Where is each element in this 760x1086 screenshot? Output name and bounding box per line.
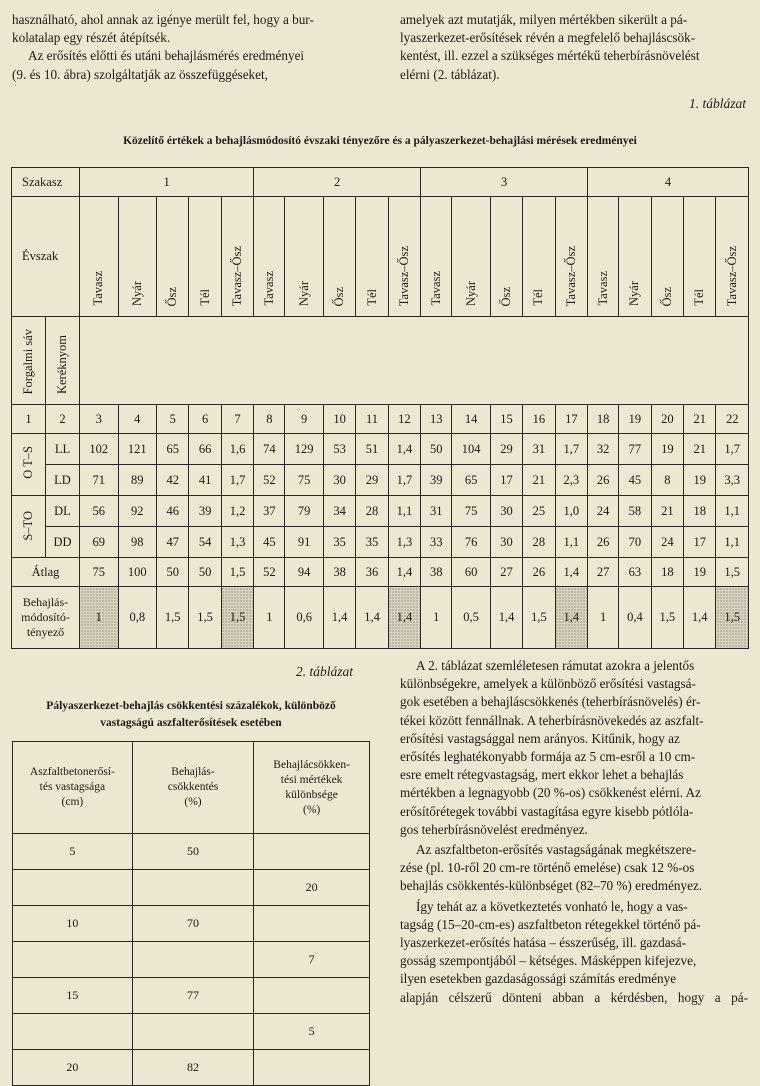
t1-season-label: Tél	[531, 289, 546, 306]
t1-cell: 1,4	[388, 434, 420, 465]
t1-season-header	[285, 197, 324, 317]
t1-cell: 30	[490, 527, 522, 558]
t1-column-number: 16	[523, 405, 555, 434]
t1-cell: 28	[356, 496, 388, 527]
t1-factor-label-line: módosító-	[21, 610, 70, 624]
t2-header-line: (%)	[303, 803, 321, 816]
t1-cell: 38	[421, 558, 452, 587]
t1-season-header	[490, 197, 522, 317]
text-line: Így tehát az a következtetés vonható le, hogy a vas-	[416, 898, 688, 914]
t1-cell: 39	[421, 465, 452, 496]
t1-cell: 77	[619, 434, 651, 465]
t1-cell: 2,3	[555, 465, 587, 496]
t1-factor-cell: 1	[80, 587, 119, 649]
t1-season-header	[588, 197, 619, 317]
t1-season-header	[157, 197, 189, 317]
t1-season-label: Nyár	[129, 281, 144, 306]
t1-cell: 30	[323, 465, 355, 496]
t1-cell: 75	[285, 465, 324, 496]
table1	[11, 167, 749, 649]
t1-column-number: 21	[684, 405, 716, 434]
t1-cell: 32	[588, 434, 619, 465]
t1-section-header: 2	[254, 168, 421, 197]
text-line: tagság (15–20-cm-es) aszfaltbeton rétegekkel történő pá-	[400, 916, 701, 932]
t1-cell: 35	[323, 527, 355, 558]
t1-factor-cell: 1,4	[684, 587, 716, 649]
t1-cell: 31	[523, 434, 555, 465]
text-line: alapján célszerű dönteni abban a kérdésben, hogy a pá-	[400, 989, 748, 1005]
t1-season-label: Nyár	[627, 281, 642, 306]
t1-cell: 1,7	[221, 465, 253, 496]
t1-cell: 37	[254, 496, 285, 527]
t1-blank-area	[80, 317, 749, 405]
t1-cell: 36	[356, 558, 388, 587]
t1-cell: 74	[254, 434, 285, 465]
t1-section-row	[12, 168, 749, 197]
t2-header-line: Behajlás-	[171, 766, 215, 778]
t1-forgalmi-sav-header	[12, 317, 46, 405]
t1-section-header: 4	[588, 168, 749, 197]
t2-header-cell	[254, 742, 370, 834]
t1-column-number: 13	[421, 405, 452, 434]
text-line: A 2. táblázat szemléletesen rámutat azokra a jelentős	[416, 658, 695, 673]
t1-cell: 45	[619, 465, 651, 496]
text-line: (9. és 10. ábra) szolgáltatják az összefüggéseket,	[12, 66, 268, 82]
t1-season-label: Tavasz–Ősz	[230, 245, 245, 306]
paragraph	[400, 841, 748, 896]
t1-season-header	[189, 197, 221, 317]
t1-cell: 121	[118, 434, 157, 465]
t1-cell: 71	[80, 465, 119, 496]
t1-factor-cell: 0,6	[285, 587, 324, 649]
t1-column-number: 19	[619, 405, 651, 434]
t1-season-label: Tél	[692, 289, 707, 306]
t1-cell: 24	[651, 527, 683, 558]
t1-season-header	[716, 197, 749, 317]
t2-header-cell	[13, 742, 133, 834]
text-line: zése (pl. 10-ről 20 cm-re történő emelése) csak 12 %-os	[400, 860, 695, 876]
t2-cell	[254, 906, 370, 942]
t1-season-label: Nyár	[463, 281, 478, 306]
t1-factor-cell: 1,4	[388, 587, 420, 649]
text-line: esre emelt rétegvastagság, mert ekkor lehet a behajlás	[400, 767, 684, 783]
t1-season-label: Tél	[197, 289, 212, 306]
t2-cell	[254, 978, 370, 1014]
t1-cell: 91	[285, 527, 324, 558]
t1-season-header	[80, 197, 119, 317]
t1-cell: 50	[421, 434, 452, 465]
t1-cell: 21	[651, 496, 683, 527]
t2-cell	[254, 1050, 370, 1086]
t1-factor-cell: 1,4	[323, 587, 355, 649]
t1-cell: 1,0	[555, 496, 587, 527]
t1-cell: 8	[651, 465, 683, 496]
t2-header-cell	[132, 742, 254, 834]
t1-cell: 46	[157, 496, 189, 527]
t1-factor-cell: 1,5	[716, 587, 749, 649]
t1-section-header: 1	[80, 168, 254, 197]
t1-cell: 1,1	[716, 527, 749, 558]
t1-cell: 19	[651, 434, 683, 465]
t2-cell: 20	[13, 1050, 133, 1086]
t1-cell: 1,7	[555, 434, 587, 465]
t1-average-label: Átlag	[12, 558, 80, 587]
text-line: gok esetében a behajláscsökkenés (teherbírásnövelés) ér-	[400, 694, 701, 710]
t1-cell: 21	[684, 434, 716, 465]
t1-factor-label-line: Behajlás-	[22, 595, 69, 609]
t1-cell: 92	[118, 496, 157, 527]
t1-cell: 18	[684, 496, 716, 527]
table2-caption: 2. táblázat	[296, 664, 354, 679]
t1-cell: 102	[80, 434, 119, 465]
t1-column-number: 7	[221, 405, 253, 434]
t1-factor-cell: 1,5	[221, 587, 253, 649]
top-left-text	[12, 11, 358, 84]
t1-cell: 45	[254, 527, 285, 558]
t1-data-row	[12, 496, 749, 527]
t1-cell: 1,1	[555, 527, 587, 558]
t1-factor-cell: 1	[254, 587, 285, 649]
t1-factor-label	[12, 587, 80, 649]
t1-lane-label	[12, 434, 46, 496]
t2-cell	[13, 1014, 133, 1050]
t1-kereknyom-label: Keréknyom	[55, 334, 69, 394]
paragraph	[400, 657, 748, 839]
t1-cell: 33	[421, 527, 452, 558]
t1-evszak-label: Évszak	[12, 197, 80, 317]
text-line: gos teherbírásnövelést eredményez.	[400, 821, 588, 837]
text-line: kolatalap egy részét átépítsék.	[12, 30, 171, 46]
text-line: lyaszerkezet-erősítés hatása – ésszerűség, ill. gazdasá-	[400, 935, 686, 951]
t1-factor-cell: 1	[588, 587, 619, 649]
t1-cell: 21	[523, 465, 555, 496]
t1-season-header	[221, 197, 253, 317]
t1-cell: 18	[651, 558, 683, 587]
text-line: erősítés leghatékonyabb formája az 5 cm-esről a 10 cm-	[400, 749, 696, 765]
t1-cell: 94	[285, 558, 324, 587]
t1-column-number: 3	[80, 405, 119, 434]
table2-title-line: vastagságú aszfalterősítések esetében	[100, 717, 282, 729]
t1-factor-cell: 0,5	[452, 587, 491, 649]
text-line: különbségekre, amelyek a különböző erősítési vastagsá-	[400, 676, 696, 692]
text-line: használható, ahol annak az igénye merült fel, hogy a bur-	[12, 12, 314, 27]
t1-cell: 30	[490, 496, 522, 527]
t2-cell: 15	[13, 978, 133, 1014]
t1-cell: 51	[356, 434, 388, 465]
t1-factor-cell: 1,5	[523, 587, 555, 649]
t1-cell: 19	[684, 465, 716, 496]
t1-column-number: 9	[285, 405, 324, 434]
t1-data-row	[12, 434, 749, 465]
text-line: behajlás csökkentés-különbséget (82–70 %) eredményez.	[400, 878, 703, 894]
t1-cell: 26	[588, 527, 619, 558]
text-line: Az aszfaltbeton-erősítés vastagságának megkétszere-	[416, 842, 697, 858]
t1-column-number: 8	[254, 405, 285, 434]
top-right-text	[400, 11, 748, 84]
t1-cell: 38	[323, 558, 355, 587]
t2-cell	[132, 1014, 254, 1050]
table2-title	[10, 698, 372, 732]
t2-cell	[254, 834, 370, 870]
t1-cell: 79	[285, 496, 324, 527]
t2-data-row	[13, 1014, 370, 1050]
t2-cell: 10	[13, 906, 133, 942]
t1-data-row	[12, 465, 749, 496]
t2-data-row	[13, 978, 370, 1014]
t1-cell: 1,1	[716, 496, 749, 527]
t1-season-row	[12, 197, 749, 317]
t1-cell: 29	[356, 465, 388, 496]
t1-season-header	[619, 197, 651, 317]
bottom-right-text	[400, 657, 748, 1009]
t1-factor-cell: 1,5	[157, 587, 189, 649]
t1-cell: 31	[421, 496, 452, 527]
t1-season-label: Tavasz	[91, 271, 106, 306]
t2-cell: 5	[254, 1014, 370, 1050]
t2-header-line: (%)	[184, 796, 202, 808]
t1-lane-text: O T–S	[21, 446, 35, 479]
t1-kereknyom-header	[46, 317, 80, 405]
t1-season-label: Nyár	[296, 281, 311, 306]
t1-cell: 1,1	[388, 496, 420, 527]
t1-column-number: 17	[555, 405, 587, 434]
t1-cell: 54	[189, 527, 221, 558]
t2-header-line: különbsége	[285, 788, 338, 801]
t1-data-row	[12, 527, 749, 558]
t1-cell: 26	[588, 465, 619, 496]
t2-cell: 77	[132, 978, 254, 1014]
t1-cell: 1,5	[716, 558, 749, 587]
t1-section-header: 3	[421, 168, 588, 197]
t1-column-number: 2	[46, 405, 80, 434]
t1-season-label: Tél	[364, 289, 379, 306]
t1-season-header	[684, 197, 716, 317]
t1-column-number: 12	[388, 405, 420, 434]
t1-cell: 58	[619, 496, 651, 527]
t1-column-number: 5	[157, 405, 189, 434]
t1-cell: 25	[523, 496, 555, 527]
t1-factor-cell: 1,4	[356, 587, 388, 649]
t2-cell: 7	[254, 942, 370, 978]
t1-cell: 66	[189, 434, 221, 465]
t1-cell: 17	[490, 465, 522, 496]
t1-cell: 1,4	[388, 558, 420, 587]
t1-column-number: 15	[490, 405, 522, 434]
t1-column-number: 4	[118, 405, 157, 434]
table1-title: Közelítő értékek a behajlásmódosító évszaki tényezőre és a pályaszerkezet-behajlási mérések eredményei	[123, 135, 637, 147]
t1-column-number: 6	[189, 405, 221, 434]
t2-data-row	[13, 942, 370, 978]
t1-cell: 53	[323, 434, 355, 465]
text-line: lyaszerkezet-erősítések révén a megfelelő behajláscsök-	[400, 30, 696, 46]
t1-factor-cell: 1,5	[651, 587, 683, 649]
t1-cell: 63	[619, 558, 651, 587]
table2	[12, 741, 370, 1086]
t1-cell: 34	[323, 496, 355, 527]
t1-column-number: 11	[356, 405, 388, 434]
t1-cell: 3,3	[716, 465, 749, 496]
t1-cell: 26	[523, 558, 555, 587]
t1-factor-row	[12, 587, 749, 649]
text-line: elérni (2. táblázat).	[400, 66, 500, 82]
t2-data-row	[13, 906, 370, 942]
t1-cell: 75	[80, 558, 119, 587]
t2-cell: 5	[13, 834, 133, 870]
text-line: Az erősítés előtti és utáni behajlásmérés eredményei	[28, 48, 305, 64]
t1-cell: 24	[588, 496, 619, 527]
t2-data-row	[13, 1050, 370, 1086]
t1-season-label: Tavasz	[595, 271, 610, 306]
t1-cell: 47	[157, 527, 189, 558]
t2-cell: 70	[132, 906, 254, 942]
t1-factor-cell: 1,5	[189, 587, 221, 649]
t2-header-line: (cm)	[61, 796, 84, 808]
t1-column-number: 22	[716, 405, 749, 434]
t1-column-number: 18	[588, 405, 619, 434]
t1-season-label: Ősz	[659, 286, 674, 306]
t2-cell	[13, 942, 133, 978]
t1-cell: 1,3	[388, 527, 420, 558]
t1-cell: 28	[523, 527, 555, 558]
t1-cell: 27	[588, 558, 619, 587]
t1-season-header	[555, 197, 587, 317]
t2-cell	[13, 870, 133, 906]
t1-lane-label	[12, 496, 46, 558]
t1-cell: 17	[684, 527, 716, 558]
t1-cell: 129	[285, 434, 324, 465]
t1-cell: 56	[80, 496, 119, 527]
t2-cell: 82	[132, 1050, 254, 1086]
t1-season-header	[421, 197, 452, 317]
t1-cell: 27	[490, 558, 522, 587]
t1-cell: 19	[684, 558, 716, 587]
t2-cell: 50	[132, 834, 254, 870]
t1-factor-cell: 0,8	[118, 587, 157, 649]
t1-szakasz-label: Szakasz	[12, 168, 80, 197]
t1-season-label: Ősz	[332, 286, 347, 306]
text-line: ilyen esetekben gazdaságossági számítás eredménye	[400, 971, 677, 987]
t2-header-line: csökkentés	[167, 781, 219, 793]
t2-cell	[132, 870, 254, 906]
t1-cell: 52	[254, 558, 285, 587]
t1-wheel-track: DD	[46, 527, 80, 558]
text-line: amelyek azt mutatják, milyen mértékben sikerült a pá-	[400, 12, 688, 27]
t1-factor-cell: 1	[421, 587, 452, 649]
t1-cell: 76	[452, 527, 491, 558]
t1-season-header	[254, 197, 285, 317]
t2-cell	[132, 942, 254, 978]
t1-wheel-track: DL	[46, 496, 80, 527]
t1-cell: 52	[254, 465, 285, 496]
t1-cell: 104	[452, 434, 491, 465]
t1-factor-cell: 1,4	[490, 587, 522, 649]
t1-cell: 75	[452, 496, 491, 527]
table1-caption: 1. táblázat	[688, 96, 746, 111]
text-line: kentést, ill. ezzel a szükséges mértékű teherbírásnövelést	[400, 48, 700, 64]
text-line: tékei között fennállnak. A teherbírásnövekedés az aszfalt-	[400, 712, 704, 728]
t1-season-header	[452, 197, 491, 317]
t1-factor-cell: 0,4	[619, 587, 651, 649]
t1-wheel-track: LL	[46, 434, 80, 465]
t1-cell: 1,6	[221, 434, 253, 465]
t1-column-number-row	[12, 405, 749, 434]
t1-cell: 65	[452, 465, 491, 496]
t1-cell: 1,4	[555, 558, 587, 587]
text-line: gosság szempontjából – kétséges. Másképpen kifejezve,	[400, 953, 697, 969]
t1-lane-header-row	[12, 317, 749, 405]
t1-season-header	[523, 197, 555, 317]
t1-cell: 1,7	[716, 434, 749, 465]
t1-cell: 70	[619, 527, 651, 558]
table2-title-line: Pályaszerkezet-behajlás csökkentési százalékok, különböző	[46, 700, 336, 712]
text-line: erősítőrétegek további vastagítása egyre kisebb pótlóla-	[400, 803, 694, 819]
t2-cell: 20	[254, 870, 370, 906]
t1-cell: 35	[356, 527, 388, 558]
t1-column-number: 20	[651, 405, 683, 434]
t2-header-line: Aszfaltbetonerősí-	[29, 766, 115, 778]
t1-cell: 98	[118, 527, 157, 558]
t2-header-line: tési mértékek	[280, 773, 343, 786]
text-line: mértékben a legnagyobb (20 %-os) csökkenést elérni. Az	[400, 785, 702, 801]
t1-cell: 1,2	[221, 496, 253, 527]
t1-cell: 39	[189, 496, 221, 527]
t1-cell: 89	[118, 465, 157, 496]
t1-forgalmi-sav-label: Forgalmi sáv	[21, 328, 35, 394]
t1-season-label: Tavasz–Ősz	[724, 245, 739, 306]
t1-column-number: 1	[12, 405, 46, 434]
t1-lane-text: S–TO	[21, 511, 35, 541]
paragraph	[400, 898, 748, 1007]
t1-cell: 41	[189, 465, 221, 496]
t1-cell: 69	[80, 527, 119, 558]
t1-column-number: 14	[452, 405, 491, 434]
t2-header-line: Behajlácsökken-	[273, 758, 350, 771]
t1-season-label: Ősz	[165, 286, 180, 306]
t2-header-line: tés vastagsága	[39, 781, 106, 793]
t1-wheel-track: LD	[46, 465, 80, 496]
t1-season-label: Tavasz	[261, 271, 276, 306]
t1-column-number: 10	[323, 405, 355, 434]
text-line: erősítési vastagsággal nem arányos. Kitűnik, hogy az	[400, 730, 680, 746]
t1-season-header	[356, 197, 388, 317]
t1-cell: 100	[118, 558, 157, 587]
t1-cell: 65	[157, 434, 189, 465]
t2-data-row	[13, 870, 370, 906]
t1-cell: 1,3	[221, 527, 253, 558]
t1-cell: 29	[490, 434, 522, 465]
t1-factor-cell: 1,4	[555, 587, 587, 649]
t1-season-label: Tavasz–Ősz	[563, 245, 578, 306]
t1-average-row	[12, 558, 749, 587]
t1-season-label: Tavasz	[428, 271, 443, 306]
t1-cell: 50	[157, 558, 189, 587]
t1-factor-label-line: tényező	[26, 625, 65, 639]
t1-cell: 1,7	[388, 465, 420, 496]
t1-season-header	[388, 197, 420, 317]
t1-season-label: Tavasz–Ősz	[396, 245, 411, 306]
t1-season-header	[651, 197, 683, 317]
t1-cell: 60	[452, 558, 491, 587]
t1-cell: 1,5	[221, 558, 253, 587]
t1-cell: 50	[189, 558, 221, 587]
t2-header-row	[13, 742, 370, 834]
t2-data-row	[13, 834, 370, 870]
t1-season-label: Ősz	[499, 286, 514, 306]
t1-season-header	[118, 197, 157, 317]
t1-season-header	[323, 197, 355, 317]
t1-cell: 42	[157, 465, 189, 496]
